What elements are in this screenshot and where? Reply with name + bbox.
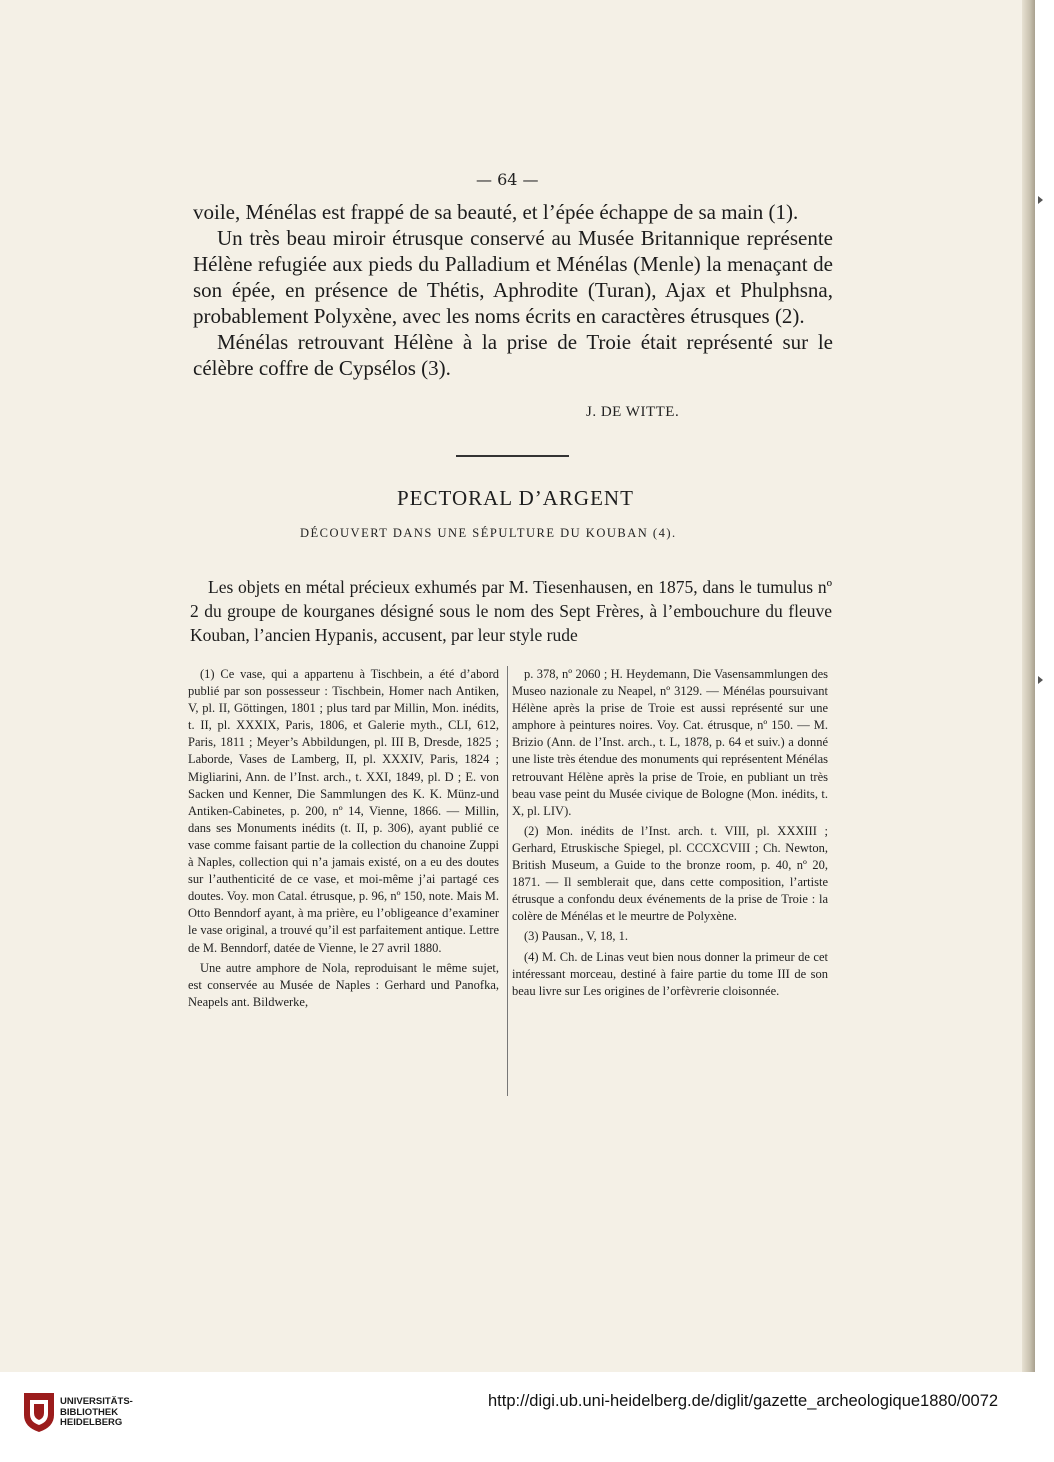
footer-bar — [0, 1372, 1054, 1462]
edge-mark — [1038, 676, 1043, 684]
main-text — [193, 199, 833, 381]
section-paragraph: Les objets en métal précieux exhumés par M. Tiesenhausen, en 1875, dans le tumulus nº 2 du groupe de kourganes désigné sous le nom des Sept Frères, à l’embouchure du fleuve Kouban, l’ancien Hypanis, accusent, par leur style rude — [190, 577, 832, 645]
edge-mark — [1038, 196, 1043, 204]
footnote: p. 378, nº 2060 ; H. Heydemann, Die Vasensammlungen des Museo nazionale zu Neapel, nº 3129. — Ménélas poursuivant Hélène après la prise de Troie est aussi représenté sur une amphore à peintures noires. Voy. Cat. étrusque, nº 150. — M. Brizio (Ann. de l’Inst. arch., t. L, 1878, p. 64 et suiv.) a donné une liste très étendue des monuments qui représentent Ménélas retrouvant Hélène après la prise de Troie, en publiant un très beau vase peint du Musée civique de Bologne (Mon. inédits, t. X, pl. LIV). — [512, 667, 828, 818]
footnote: (3) Pausan., V, 18, 1. — [524, 929, 629, 944]
footnote: (1) Ce vase, qui a appartenu à Tischbein, a été d’abord publié par son possesseur : Tischbein, Homer nach Antiken, V, pl. II, Göttingen, 1801 ; plus tard par Millin, Mon. inédits, t. II, pl. XXXIX, Paris, 1806, et Galerie myth., CLI, 612, Paris, 1811 ; Meyer’s Abbildungen, pl. III B, Dresde, 1825 ; Laborde, Vases de Lamberg, II, pl. XXXIV, Paris, 1824 ; Migliarini, Ann. de l’Inst. arch., t. XXI, 1849, pl. D ; E. von Sacken und Kenner, Die Sammlungen des K. K. Münz-und Antiken-Cabinetes, p. 200, nº 14, Vienne, 1866. — Millin, dans ses Monuments inédits (t. II, p. 306), ayant publié ce vase comme faisant partie de la collection du chanoine Zuppi à Naples, collection qui n’a jamais existé, on a eu des doutes sur l’authenticité de ce vase, et moi-même j’ai partagé ces doutes. Voy. mon Catal. étrusque, p. 96, nº 150, note. Mais M. Otto Benndorf ayant, à ma prière, eu l’obligeance d’examiner le vase original, a trouvé qu’il est parfaitement antique. Lettre de M. Benndorf, datée de Vienne, le 27 avril 1880. — [188, 667, 499, 955]
paragraph-1: voile, Ménélas est frappé de sa beauté, et l’épée échappe de sa main (1). — [193, 200, 799, 224]
book-spine-edge — [1022, 0, 1035, 1372]
source-url-link[interactable]: http://digi.ub.uni-heidelberg.de/diglit/gazette_archeologique1880/0072 — [488, 1392, 999, 1410]
footnote: (2) Mon. inédits de l’Inst. arch. t. VIII, pl. XXXIII ; Gerhard, Etruskische Spiegel, pl. CCCXCVIII ; Ch. Newton, British Museum, a Guide to the bronze room, p. 40, nº 20, 1871. — Il semblerait que, dans cette composition, l’artiste étrusque a confondu deux événements de la prise de Troie : la colère de Ménélas et le meurtre de Polyxène. — [512, 823, 828, 924]
footnote: Une autre amphore de Nola, reproduisant le même sujet, est conservée au Musée de Naples : Gerhard und Panofka, Neapels ant. Bildwerke, — [188, 960, 499, 1009]
column-divider — [507, 666, 508, 1096]
paragraph-3: Ménélas retrouvant Hélène à la prise de Troie était représenté sur le célèbre coffre de Cypsélos (3). — [193, 330, 833, 380]
section-divider — [456, 455, 569, 457]
footnote: (4) M. Ch. de Linas veut bien nous donner la primeur de cet intéressant morceau, destiné à faire partie du tome III de son beau livre sur Les origines de l’orfèvrerie cloisonnée. — [512, 949, 828, 998]
library-name-line: HEIDELBERG — [60, 1417, 123, 1428]
section-title: PECTORAL D’ARGENT — [397, 486, 634, 510]
author-signature: J. DE WITTE. — [586, 404, 680, 420]
paragraph-2: Un très beau miroir étrusque conservé au Musée Britannique représente Hélène refugiée aux pieds du Palladium et Ménélas (Menle) la menaçant de son épée, en présence de Thétis, Aphrodite (Turan), Ajax et Phulphsna, probablement Polyxène, avec les noms écrits en caractères étrusques (2). — [193, 226, 833, 328]
library-name-line: BIBLIOTHEK — [60, 1406, 119, 1418]
library-name — [60, 1397, 133, 1429]
footnotes-left-column — [188, 666, 499, 1014]
footnotes-right-column — [512, 666, 828, 1003]
section-subtitle: DÉCOUVERT DANS UNE SÉPULTURE DU KOUBAN (4). — [300, 526, 677, 540]
page-number: — 64 — — [476, 170, 539, 189]
library-logo-icon — [22, 1391, 56, 1433]
library-name-line: UNIVERSITÄTS- — [60, 1396, 133, 1407]
